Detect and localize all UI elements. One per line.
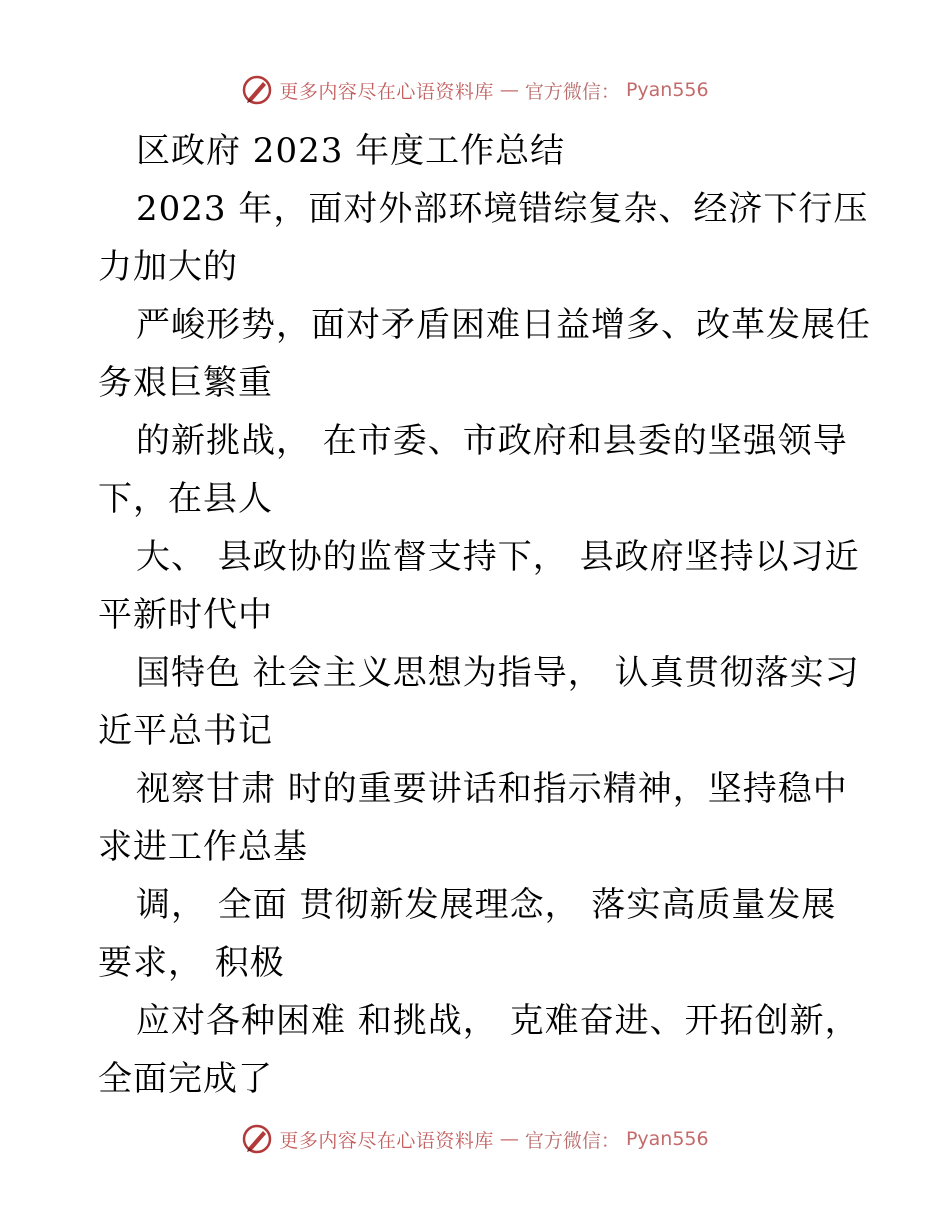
body-line: 平新时代中 (98, 595, 273, 635)
body-line: 视察甘肃 时的重要讲话和指示精神，坚持稳中 (136, 769, 848, 809)
body-line: 要求， 积极 (98, 943, 285, 983)
header-watermark (0, 70, 950, 110)
body-line: 力加大的 (98, 247, 238, 287)
body-line: 近平总书记 (98, 711, 273, 751)
document-title: 区政府 2023 年度工作总结 (136, 131, 566, 171)
body-line: 求进工作总基 (98, 827, 308, 867)
body-line: 调， 全面 贯彻新发展理念， 落实高质量发展 (136, 885, 837, 925)
quill-pen-logo-icon (241, 74, 273, 106)
watermark-wechat-id: Pyan556 (625, 1128, 709, 1150)
body-line: 2023 年，面对外部环境错综复杂、经济下行压 (136, 189, 869, 229)
body-line: 严峻形势，面对矛盾困难日益增多、改革发展任 (136, 305, 871, 345)
watermark-site-text: 更多内容尽在心语资料库 (279, 1129, 494, 1152)
watermark-wechat-label: 官方微信： (524, 1129, 620, 1152)
document-body (98, 122, 871, 1108)
watermark-dash: — (499, 79, 519, 101)
body-line: 大、 县政协的监督支持下， 县政府坚持以习近 (136, 537, 860, 577)
footer-watermark (0, 1119, 950, 1159)
watermark-wechat-id: Pyan556 (625, 79, 709, 101)
body-line: 应对各种困难 和挑战， 克难奋进、开拓创新， (136, 1001, 860, 1041)
body-line: 下，在县人 (98, 479, 273, 519)
watermark-wechat-label: 官方微信： (524, 80, 620, 103)
watermark-site-text: 更多内容尽在心语资料库 (279, 80, 494, 103)
body-line: 务艰巨繁重 (98, 363, 273, 403)
quill-pen-logo-icon (241, 1123, 273, 1155)
body-line: 的新挑战， 在市委、市政府和县委的坚强领导 (136, 421, 848, 461)
body-line: 全面完成了 (98, 1059, 273, 1099)
watermark-dash: — (499, 1128, 519, 1150)
body-line: 国特色 社会主义思想为指导， 认真贯彻落实习 (136, 653, 860, 693)
